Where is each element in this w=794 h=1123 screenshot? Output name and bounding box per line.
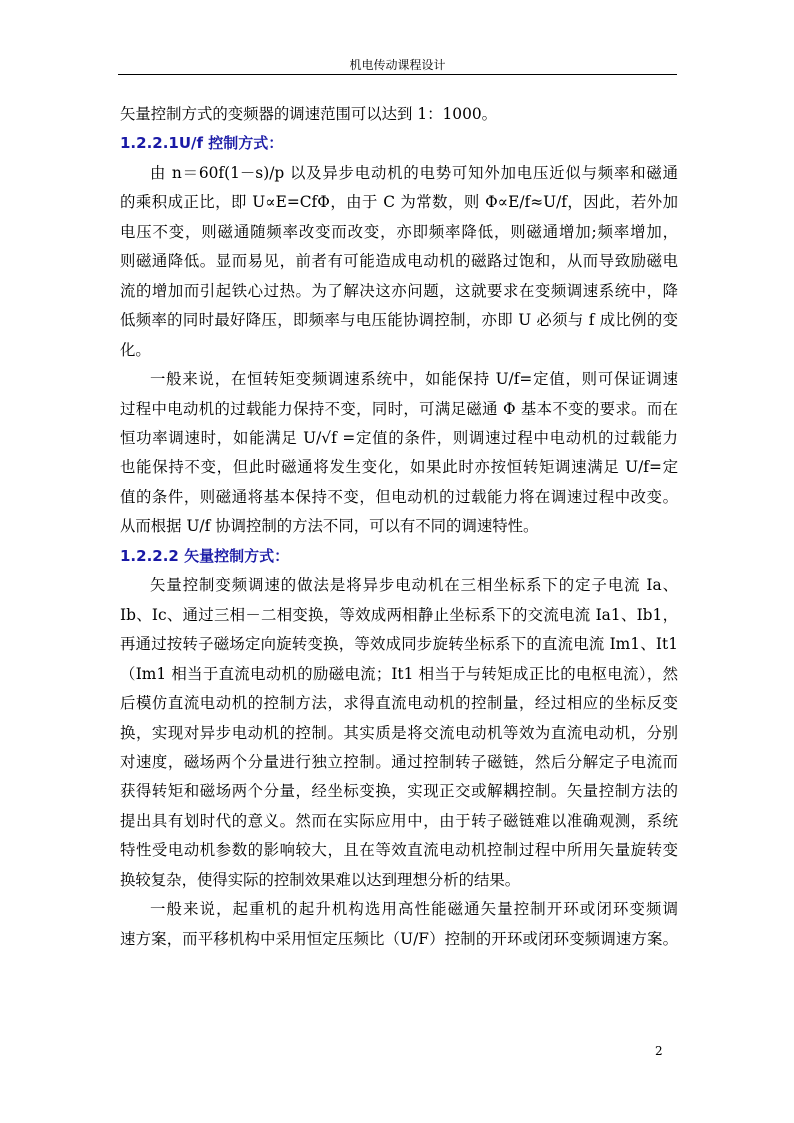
paragraph-line: 流的增加而引起铁心过热。为了解决这亦问题，这就要求在变频调速系统中，降 (120, 281, 678, 300)
paragraph-line: 一般来说，起重机的起升机构选用高性能磁通矢量控制开环或闭环变频调 (150, 900, 678, 919)
paragraph-line: 换较复杂，使得实际的控制效果难以达到理想分析的结果。 (120, 870, 521, 889)
paragraph-line: 的乘积成正比，即 U∝E=CfΦ，由于 C 为常数，则 Φ∝E/f≈U/f，因此，若外加 (120, 193, 678, 212)
paragraph-line: 换，实现对异步电动机的控制。其实质是将交流电动机等效为直流电动机，分别 (120, 723, 678, 742)
paragraph-line: 由 n＝60f(1－s)/p 以及异步电动机的电势可知外加电压近似与频率和磁通 (150, 163, 678, 182)
section-heading-uf-control: 1.2.2.1U/f 控制方式： (120, 134, 284, 153)
paragraph-line: 从而根据 U/f 协调控制的方法不同，可以有不同的调速特性。 (120, 517, 539, 536)
paragraph-line: 速方案，而平移机构中采用恒定压频比（U/F）控制的开环或闭环变频调速方案。 (120, 929, 678, 948)
page-header-title: 机电传动课程设计 (349, 58, 446, 72)
paragraph-line: 对速度，磁场两个分量进行独立控制。通过控制转子磁链，然后分解定子电流而 (120, 752, 678, 771)
paragraph-line: 化。 (120, 340, 151, 359)
paragraph-line: 电压不变，则磁通随频率改变而改变，亦即频率降低，则磁通增加;频率增加， (120, 222, 678, 241)
header-divider (118, 74, 677, 75)
paragraph-line: 也能保持不变，但此时磁通将发生变化，如果此时亦按恒转矩调速满足 U/f=定 (120, 458, 678, 477)
paragraph-crane-application (120, 895, 678, 954)
paragraph-line: 再通过按转子磁场定向旋转变换，等效成同步旋转坐标系下的直流电流 Im1、It1 (120, 635, 678, 654)
paragraph-line: （Im1 相当于直流电动机的励磁电流；It1 相当于与转矩成正比的电枢电流），然 (120, 664, 678, 683)
paragraph-line: 矢量控制变频调速的做法是将异步电动机在三相坐标系下的定子电流 Ia、 (150, 576, 678, 595)
paragraph-line: 特性受电动机参数的影响较大，且在等效直流电动机控制过程中所用矢量旋转变 (120, 841, 678, 860)
paragraph-line: 值的条件，则磁通将基本保持不变，但电动机的过载能力将在调速过程中改变。 (120, 487, 678, 506)
section-heading-vector-control: 1.2.2.2 矢量控制方式： (120, 546, 290, 565)
document-body (120, 100, 678, 954)
paragraph-line: 获得转矩和磁场两个分量，经坐标变换，实现正交或解耦控制。矢量控制方法的 (120, 782, 678, 801)
paragraph-line: 后模仿直流电动机的控制方法，求得直流电动机的控制量，经过相应的坐标反变 (120, 694, 678, 713)
page-number: 2 (655, 1044, 663, 1058)
paragraph-line: Ib、Ic、通过三相－二相变换，等效成两相静止坐标系下的交流电流 Ia1、Ib1， (120, 605, 678, 624)
paragraph-line: 低频率的同时最好降压，即频率与电压能协调控制，亦即 U 必须与 f 成比例的变 (120, 311, 678, 330)
paragraph-line: 矢量控制方式的变频器的调速范围可以达到 1：1000。 (120, 105, 498, 123)
paragraph-uf-principle (120, 159, 678, 365)
paragraph-line: 恒功率调速时，如能满足 U/√f =定值的条件，则调速过程中电动机的过载能力 (120, 428, 678, 447)
paragraph-line: 一般来说，在恒转矩变频调速系统中，如能保持 U/f=定值，则可保证调速 (150, 370, 678, 389)
paragraph-uf-characteristics (120, 365, 678, 542)
paragraph-line: 则磁通降低。显而易见，前者有可能造成电动机的磁路过饱和，从而导致励磁电 (120, 252, 678, 271)
paragraph-line: 提出具有划时代的意义。然而在实际应用中，由于转子磁链难以准确观测，系统 (120, 811, 678, 830)
paragraph-line: 过程中电动机的过载能力保持不变，同时，可满足磁通 Φ 基本不变的要求。而在 (120, 399, 678, 418)
paragraph-vector-control (120, 571, 678, 895)
